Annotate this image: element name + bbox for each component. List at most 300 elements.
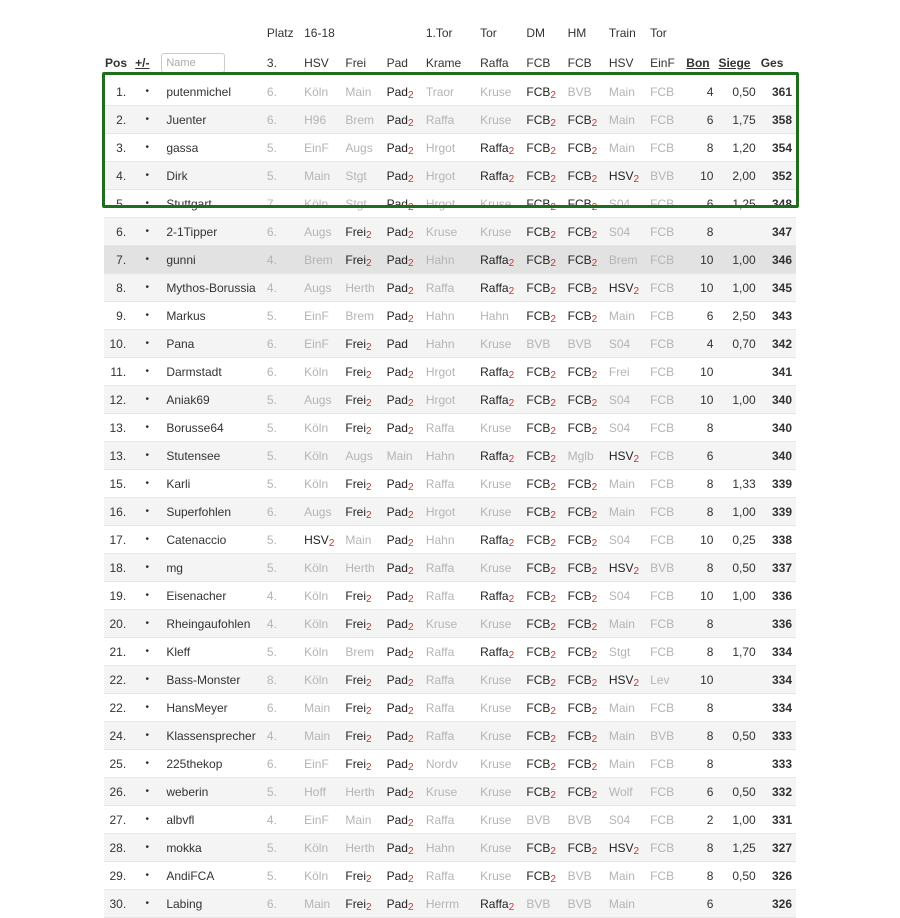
header-empty — [760, 18, 796, 48]
pick-hsv — [303, 638, 344, 666]
pick-value: Nordv — [425, 756, 458, 771]
bonus-points-marker: 2 — [366, 397, 372, 409]
pick-pad — [386, 750, 425, 778]
pick-value: Pad — [386, 644, 408, 659]
rank-cell: 2. — [104, 106, 134, 134]
bonus-points-marker: 2 — [508, 397, 515, 409]
trend-dot: • — [134, 638, 160, 666]
pick-tor2 — [649, 470, 685, 498]
pick-hm — [567, 750, 608, 778]
pick-tor2 — [649, 834, 685, 862]
pick-value: FCB — [526, 392, 551, 407]
pick-pad — [386, 582, 425, 610]
pick-value: Frei — [345, 504, 367, 519]
pick-value: Pad — [386, 560, 408, 575]
pick-tor2 — [649, 442, 685, 470]
header-platz-value: 3. — [266, 56, 277, 70]
bonus-points-marker: 2 — [407, 397, 414, 409]
bonus-points-marker: 2 — [508, 537, 515, 549]
pick-dm — [525, 414, 566, 442]
table-row — [104, 638, 796, 666]
pick-value: Köln — [304, 868, 329, 883]
pick-value: Augs — [345, 140, 373, 155]
header-bonus-sort[interactable]: Bon — [686, 56, 710, 70]
pick-value: Pad — [386, 280, 408, 295]
header-krame: Krame — [425, 56, 462, 70]
player-name: Rheingaufohlen — [160, 610, 266, 638]
pick-tor2 — [649, 78, 685, 106]
name-filter-input[interactable] — [161, 53, 225, 73]
pick-pad — [386, 862, 425, 890]
pick-value: Raffa — [425, 728, 455, 743]
pick-value: Brem — [345, 112, 375, 127]
bonus-points-marker: 2 — [550, 201, 556, 213]
bonus-points-marker: 2 — [366, 593, 372, 605]
pick-value: Hahn — [425, 308, 455, 323]
player-name: Karli — [160, 470, 266, 498]
pick-value: FCB — [650, 840, 675, 855]
pick-tor — [479, 890, 525, 918]
pick-value: Kruse — [480, 420, 512, 435]
pick-frei — [344, 890, 385, 918]
header-row-bottom — [104, 48, 796, 78]
bonus-points-marker: 2 — [508, 369, 515, 381]
wins-value: 1,75 — [717, 106, 759, 134]
bonus-points-marker: 2 — [591, 257, 598, 269]
pick-tor2 — [649, 134, 685, 162]
header-dm: DM — [526, 26, 546, 40]
trend-dot: • — [134, 274, 160, 302]
total-points: 333 — [760, 722, 796, 750]
pick-value: Augs — [304, 504, 332, 519]
pick-first-goal — [425, 582, 479, 610]
bonus-points-marker: 2 — [407, 565, 414, 577]
pick-pad — [386, 190, 425, 218]
pick-value: Main — [304, 168, 331, 183]
bonus-points-marker: 2 — [366, 257, 372, 269]
pick-value: 5. — [266, 308, 277, 323]
player-name: weberin — [160, 778, 266, 806]
pick-value: Kruse — [480, 672, 512, 687]
trend-dot: • — [134, 358, 160, 386]
pick-value: FCB — [650, 336, 675, 351]
player-name: mokka — [160, 834, 266, 862]
bonus-points-marker: 2 — [407, 537, 414, 549]
pick-value: Main — [608, 616, 635, 631]
pick-value: FCB — [526, 672, 551, 687]
pick-hm — [567, 190, 608, 218]
bonus-points-marker: 2 — [591, 761, 598, 773]
pick-value: FCB — [567, 644, 592, 659]
pick-value: Frei — [345, 728, 367, 743]
pick-train — [608, 498, 649, 526]
pick-dm — [525, 246, 566, 274]
pick-platz — [266, 890, 303, 918]
pick-tor2 — [649, 190, 685, 218]
pick-first-goal — [425, 498, 479, 526]
trend-dot: • — [134, 666, 160, 694]
trend-dot: • — [134, 190, 160, 218]
pick-value: FCB — [650, 700, 675, 715]
pick-value: 4. — [266, 728, 277, 743]
pick-frei — [344, 106, 385, 134]
bonus-points-marker: 2 — [508, 285, 515, 297]
bonus-value: 8 — [685, 134, 717, 162]
pick-value: Pad — [386, 616, 408, 631]
bonus-points-marker: 2 — [550, 845, 556, 857]
pick-pad — [386, 330, 425, 358]
pick-value: Raffa — [480, 364, 509, 379]
pick-train — [608, 414, 649, 442]
pick-value: Stgt — [345, 168, 367, 183]
trend-dot: • — [134, 78, 160, 106]
bonus-value: 8 — [685, 638, 717, 666]
pick-value: Pad — [386, 728, 408, 743]
rank-cell: 16. — [104, 498, 134, 526]
total-points: 334 — [760, 666, 796, 694]
bonus-points-marker: 2 — [366, 761, 372, 773]
pick-value: Pad — [386, 168, 408, 183]
bonus-points-marker: 2 — [407, 873, 414, 885]
pick-platz — [266, 246, 303, 274]
pick-value: HSV — [608, 280, 634, 295]
bonus-points-marker: 2 — [591, 789, 598, 801]
wins-value: 1,00 — [717, 274, 759, 302]
pick-frei — [344, 442, 385, 470]
table-row — [104, 246, 796, 274]
pick-value: BVB — [567, 896, 592, 911]
player-name: gassa — [160, 134, 266, 162]
pick-platz — [266, 554, 303, 582]
pick-dm — [525, 834, 566, 862]
rank-cell: 13. — [104, 442, 134, 470]
bonus-points-marker: 2 — [366, 369, 372, 381]
pick-value: Köln — [304, 84, 329, 99]
total-points: 345 — [760, 274, 796, 302]
table-row — [104, 442, 796, 470]
pick-value: 6. — [266, 504, 277, 519]
header-platz: Platz — [266, 26, 294, 40]
pick-dm — [525, 330, 566, 358]
bonus-points-marker: 2 — [591, 397, 598, 409]
player-name: Stutensee — [160, 442, 266, 470]
bonus-points-marker: 2 — [591, 369, 598, 381]
pick-value: Main — [386, 448, 413, 463]
bonus-points-marker: 2 — [508, 649, 515, 661]
bonus-points-marker: 2 — [591, 677, 598, 689]
header-wins-sort[interactable]: Siege — [718, 56, 751, 70]
pick-value: Raffa — [480, 532, 509, 547]
header-tor2: Tor — [650, 26, 667, 40]
header-empty — [344, 18, 385, 48]
bonus-points-marker: 2 — [407, 229, 414, 241]
bonus-points-marker: 2 — [550, 257, 556, 269]
total-points: 326 — [760, 862, 796, 890]
pick-value: Hrgot — [425, 364, 456, 379]
pick-hm — [567, 610, 608, 638]
header-pos[interactable]: Pos — [105, 56, 128, 70]
pick-value: FCB — [526, 588, 551, 603]
pick-value: 6. — [266, 84, 277, 99]
pick-tor2 — [649, 582, 685, 610]
pick-value: EinF — [304, 308, 329, 323]
pick-value: Frei — [345, 700, 367, 715]
pick-pad — [386, 162, 425, 190]
wins-value: 2,50 — [717, 302, 759, 330]
player-name: Stuttgart — [160, 190, 266, 218]
wins-value: 1,00 — [717, 246, 759, 274]
pick-value: Brem — [345, 644, 375, 659]
pick-value: Frei — [345, 756, 367, 771]
pick-frei — [344, 218, 385, 246]
pick-tor2 — [649, 862, 685, 890]
pick-value: Frei — [345, 392, 367, 407]
pick-hm — [567, 386, 608, 414]
pick-value: FCB — [526, 868, 551, 883]
header-hsv-train: HSV — [608, 56, 634, 70]
bonus-points-marker: 2 — [366, 621, 372, 633]
pick-pad — [386, 722, 425, 750]
bonus-value: 10 — [685, 246, 717, 274]
pick-hm — [567, 246, 608, 274]
wins-value — [717, 218, 759, 246]
pick-dm — [525, 78, 566, 106]
pick-value: Kruse — [480, 84, 512, 99]
pick-first-goal — [425, 106, 479, 134]
pick-train — [608, 722, 649, 750]
bonus-value: 4 — [685, 78, 717, 106]
pick-frei — [344, 274, 385, 302]
table-row — [104, 526, 796, 554]
header-plus-minus[interactable]: +/- — [135, 56, 150, 70]
pick-value: Raffa — [480, 644, 509, 659]
pick-tor — [479, 610, 525, 638]
pick-hsv — [303, 862, 344, 890]
rank-cell: 20. — [104, 610, 134, 638]
pick-value: FCB — [567, 140, 592, 155]
bonus-points-marker: 2 — [366, 901, 372, 913]
bonus-points-marker: 2 — [550, 117, 556, 129]
pick-value: Augs — [304, 280, 332, 295]
pick-value: FCB — [650, 224, 675, 239]
bonus-points-marker: 2 — [508, 173, 515, 185]
pick-hsv — [303, 498, 344, 526]
pick-pad — [386, 302, 425, 330]
bonus-value: 10 — [685, 582, 717, 610]
pick-value: Brem — [304, 252, 333, 267]
pick-value: Pad — [386, 112, 408, 127]
header-empty — [160, 18, 266, 48]
bonus-points-marker: 2 — [366, 341, 372, 353]
pick-value: FCB — [650, 392, 675, 407]
bonus-points-marker: 2 — [366, 425, 372, 437]
bonus-points-marker: 2 — [591, 621, 598, 633]
trend-dot: • — [134, 246, 160, 274]
pick-platz — [266, 330, 303, 358]
pick-value: Köln — [304, 364, 329, 379]
pick-value: H96 — [304, 112, 327, 127]
player-name: albvfl — [160, 806, 266, 834]
pick-value: Herth — [345, 560, 375, 575]
pick-value: Pad — [386, 476, 408, 491]
pick-value: FCB — [650, 364, 675, 379]
player-name: Catenaccio — [160, 526, 266, 554]
pick-value: FCB — [526, 560, 551, 575]
pick-frei — [344, 414, 385, 442]
rank-cell: 15. — [104, 470, 134, 498]
wins-value: 0,50 — [717, 722, 759, 750]
pick-train — [608, 106, 649, 134]
trend-dot: • — [134, 414, 160, 442]
pick-value: Pad — [386, 420, 408, 435]
trend-dot: • — [134, 890, 160, 918]
pick-dm — [525, 722, 566, 750]
ranking-table-container — [104, 18, 796, 918]
pick-value: HSV — [608, 672, 634, 687]
pick-value: FCB — [567, 308, 592, 323]
pick-value: Kruse — [425, 616, 458, 631]
total-points: 342 — [760, 330, 796, 358]
pick-frei — [344, 778, 385, 806]
total-points: 343 — [760, 302, 796, 330]
pick-value: Pad — [386, 392, 408, 407]
pick-train — [608, 134, 649, 162]
pick-value: 5. — [266, 476, 277, 491]
pick-value: Kruse — [480, 112, 512, 127]
pick-value: BVB — [567, 812, 592, 827]
header-fcb-dm: FCB — [526, 56, 551, 70]
bonus-points-marker: 2 — [550, 481, 556, 493]
pick-tor — [479, 330, 525, 358]
pick-frei — [344, 302, 385, 330]
wins-value: 1,33 — [717, 470, 759, 498]
rank-cell: 9. — [104, 302, 134, 330]
pick-train — [608, 274, 649, 302]
pick-value: S04 — [608, 392, 631, 407]
trend-dot: • — [134, 862, 160, 890]
bonus-points-marker: 2 — [591, 565, 598, 577]
wins-value: 1,25 — [717, 834, 759, 862]
pick-pad — [386, 386, 425, 414]
player-name: Markus — [160, 302, 266, 330]
bonus-points-marker: 2 — [550, 733, 556, 745]
bonus-points-marker: 2 — [407, 313, 414, 325]
bonus-points-marker: 2 — [591, 313, 598, 325]
bonus-points-marker: 2 — [407, 117, 414, 129]
pick-value: FCB — [526, 280, 551, 295]
pick-value: Hahn — [425, 448, 455, 463]
wins-value: 1,00 — [717, 386, 759, 414]
pick-value: 5. — [266, 140, 277, 155]
pick-tor — [479, 106, 525, 134]
pick-value: Lev — [650, 672, 670, 687]
pick-value: Raffa — [480, 252, 509, 267]
total-points: 327 — [760, 834, 796, 862]
bonus-points-marker: 2 — [591, 425, 598, 437]
pick-value: BVB — [567, 868, 592, 883]
pick-value: Köln — [304, 644, 329, 659]
rank-cell: 7. — [104, 246, 134, 274]
pick-first-goal — [425, 330, 479, 358]
pick-tor — [479, 414, 525, 442]
pick-value: 4. — [266, 252, 277, 267]
pick-value: HSV — [608, 840, 634, 855]
pick-value: Pad — [386, 700, 408, 715]
pick-value: BVB — [567, 336, 592, 351]
pick-value: Frei — [345, 868, 367, 883]
bonus-value: 10 — [685, 386, 717, 414]
pick-value: Kruse — [480, 840, 512, 855]
pick-tor2 — [649, 694, 685, 722]
pick-train — [608, 330, 649, 358]
pick-value: FCB — [650, 252, 675, 267]
pick-tor — [479, 442, 525, 470]
bonus-points-marker: 2 — [407, 285, 414, 297]
pick-tor2 — [649, 610, 685, 638]
bonus-points-marker: 2 — [407, 481, 414, 493]
bonus-value: 8 — [685, 218, 717, 246]
pick-dm — [525, 890, 566, 918]
pick-value: 5. — [266, 168, 277, 183]
pick-tor2 — [649, 498, 685, 526]
pick-first-goal — [425, 554, 479, 582]
wins-value: 1,00 — [717, 498, 759, 526]
pick-dm — [525, 498, 566, 526]
pick-tor — [479, 246, 525, 274]
total-points: 340 — [760, 386, 796, 414]
pick-dm — [525, 162, 566, 190]
pick-value: FCB — [567, 728, 592, 743]
pick-value: Main — [608, 504, 635, 519]
pick-value: Köln — [304, 476, 329, 491]
pick-tor2 — [649, 358, 685, 386]
pick-value: FCB — [650, 196, 675, 211]
pick-dm — [525, 274, 566, 302]
pick-hm — [567, 498, 608, 526]
pick-frei — [344, 386, 385, 414]
bonus-value: 6 — [685, 302, 717, 330]
pick-first-goal — [425, 526, 479, 554]
pick-pad — [386, 806, 425, 834]
pick-frei — [344, 610, 385, 638]
pick-value: Pad — [386, 196, 408, 211]
pick-value: FCB — [526, 364, 551, 379]
pick-hm — [567, 358, 608, 386]
header-total[interactable]: Ges — [760, 56, 784, 70]
pick-value: Main — [608, 700, 635, 715]
wins-value: 1,20 — [717, 134, 759, 162]
player-name: Pana — [160, 330, 266, 358]
pick-value: Stgt — [608, 644, 631, 659]
player-name: Dirk — [160, 162, 266, 190]
pick-value: S04 — [608, 336, 631, 351]
pick-value: HSV — [608, 168, 634, 183]
pick-first-goal — [425, 190, 479, 218]
pick-value: Stgt — [345, 196, 367, 211]
rank-cell: 10. — [104, 330, 134, 358]
pick-value: FCB — [526, 224, 551, 239]
trend-dot: • — [134, 386, 160, 414]
pick-value: 5. — [266, 532, 277, 547]
bonus-value: 10 — [685, 358, 717, 386]
pick-train — [608, 890, 649, 918]
pick-value: 6. — [266, 364, 277, 379]
pick-train — [608, 218, 649, 246]
pick-platz — [266, 358, 303, 386]
wins-value: 0,25 — [717, 526, 759, 554]
pick-value: Frei — [345, 476, 367, 491]
pick-value: FCB — [650, 532, 675, 547]
